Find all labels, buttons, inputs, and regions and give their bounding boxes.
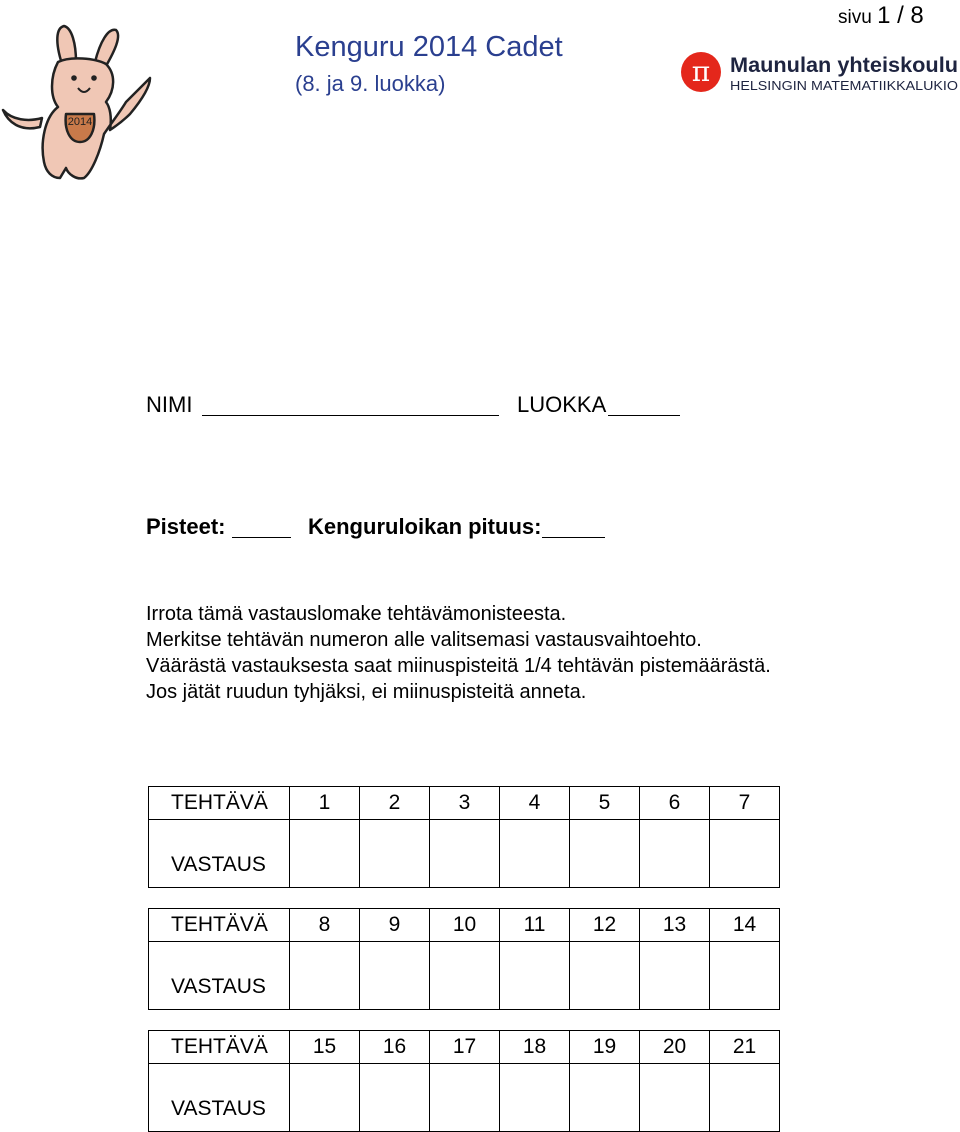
school-name: Maunulan yhteiskoulu (730, 54, 958, 77)
answer-cell[interactable] (640, 820, 710, 888)
page-number: 1 / 8 (877, 2, 924, 29)
instruction-line: Irrota tämä vastauslomake tehtävämonisteesta. (146, 603, 567, 625)
answer-cell[interactable] (360, 942, 430, 1010)
document-subtitle: (8. ja 9. luokka) (295, 71, 446, 96)
jump-length-label: Kenguruloikan pituus: (308, 514, 542, 539)
page-prefix: sivu (838, 7, 872, 28)
task-number: 8 (290, 909, 360, 942)
task-number: 1 (290, 787, 360, 820)
answer-cell[interactable] (290, 942, 360, 1010)
instruction-line: Väärästä vastauksesta saat miinuspisteitä 1/4 tehtävän pistemäärästä. (146, 655, 771, 677)
answer-cell[interactable] (290, 1064, 360, 1132)
answer-cell[interactable] (710, 942, 780, 1010)
pi-symbol: π (691, 55, 711, 88)
task-number: 11 (500, 909, 570, 942)
mascot-badge-text: 2014 (67, 116, 93, 128)
answer-table-1 (148, 786, 780, 888)
class-field[interactable] (608, 415, 680, 416)
task-number: 15 (290, 1031, 360, 1064)
answer-cell[interactable] (570, 942, 640, 1010)
school-logo (680, 50, 960, 98)
answer-cell[interactable] (640, 942, 710, 1010)
class-label: LUOKKA (517, 392, 607, 417)
answer-cell[interactable] (290, 820, 360, 888)
task-number: 12 (570, 909, 640, 942)
answer-cell[interactable] (570, 820, 640, 888)
points-label: Pisteet: (146, 514, 226, 539)
name-label: NIMI (146, 392, 193, 417)
task-number: 9 (360, 909, 430, 942)
kangaroo-mascot-logo (0, 22, 158, 184)
instructions (146, 601, 771, 705)
answer-table-3 (148, 1030, 780, 1132)
answer-cell[interactable] (360, 1064, 430, 1132)
answer-cell[interactable] (430, 942, 500, 1010)
name-field[interactable] (202, 415, 499, 416)
task-label: TEHTÄVÄ (149, 787, 290, 820)
answer-label: VASTAUS (149, 1064, 290, 1132)
answer-cell[interactable] (710, 1064, 780, 1132)
answer-table-2 (148, 908, 780, 1010)
answer-cell[interactable] (500, 942, 570, 1010)
jump-length-field[interactable] (542, 537, 605, 538)
answer-cell[interactable] (500, 820, 570, 888)
page-indicator (838, 4, 924, 30)
task-number: 16 (360, 1031, 430, 1064)
task-label: TEHTÄVÄ (149, 1031, 290, 1064)
answer-cell[interactable] (430, 1064, 500, 1132)
task-number: 5 (570, 787, 640, 820)
points-field[interactable] (232, 537, 291, 538)
task-number: 6 (640, 787, 710, 820)
answer-cell[interactable] (430, 820, 500, 888)
instruction-line: Jos jätät ruudun tyhjäksi, ei miinuspisteitä anneta. (146, 681, 587, 703)
task-number: 18 (500, 1031, 570, 1064)
answer-cell[interactable] (360, 820, 430, 888)
task-number: 3 (430, 787, 500, 820)
answer-cell[interactable] (640, 1064, 710, 1132)
school-tagline: HELSINGIN MATEMATIIKKALUKIO (730, 78, 958, 93)
task-number: 20 (640, 1031, 710, 1064)
task-label: TEHTÄVÄ (149, 909, 290, 942)
task-number: 17 (430, 1031, 500, 1064)
answer-cell[interactable] (500, 1064, 570, 1132)
task-number: 4 (500, 787, 570, 820)
task-number: 7 (710, 787, 780, 820)
answer-label: VASTAUS (149, 942, 290, 1010)
answer-label: VASTAUS (149, 820, 290, 888)
task-number: 14 (710, 909, 780, 942)
task-number: 13 (640, 909, 710, 942)
instruction-line: Merkitse tehtävän numeron alle valitsemasi vastausvaihtoehto. (146, 629, 702, 651)
task-number: 2 (360, 787, 430, 820)
answer-cell[interactable] (570, 1064, 640, 1132)
task-number: 10 (430, 909, 500, 942)
task-number: 21 (710, 1031, 780, 1064)
document-title: Kenguru 2014 Cadet (295, 31, 563, 63)
answer-cell[interactable] (710, 820, 780, 888)
task-number: 19 (570, 1031, 640, 1064)
